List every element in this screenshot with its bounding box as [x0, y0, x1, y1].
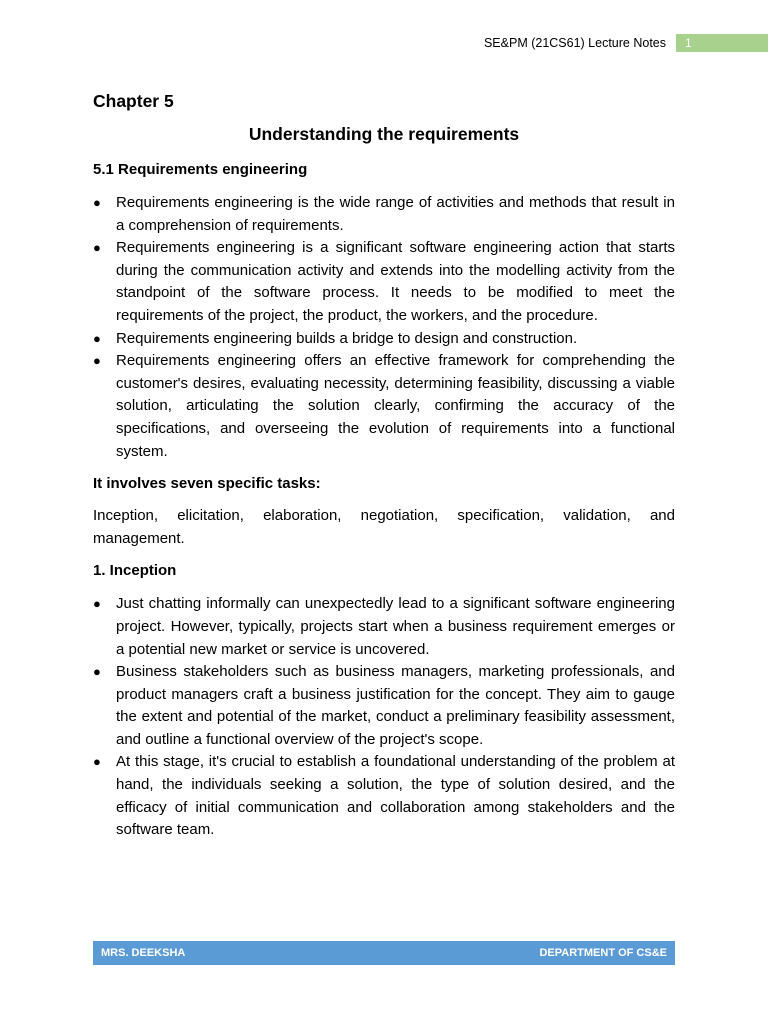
page-title: Understanding the requirements: [248, 124, 520, 144]
bullet-icon: ●: [93, 664, 101, 680]
list-item: ● Business stakeholders such as business managers, marketing professionals, and product managers craft a business justification for the concept. They aim to gauge the extent and potential of the market, conduct a preliminary feasibility assessment, and outline a functional overview of the project's scope.: [93, 663, 675, 748]
bullet-icon: ●: [93, 330, 101, 346]
page-content: [93, 84, 675, 842]
list-item: ● Just chatting informally can unexpectedly lead to a significant software engineering project. However, typically, projects start when a business requirement emerges or a potential new market or service is uncovered.: [93, 595, 675, 658]
page-footer: [93, 941, 675, 965]
footer-department: DEPARTMENT OF CS&E: [539, 947, 667, 959]
tasks-heading: It involves seven specific tasks:: [93, 475, 321, 493]
bullet-icon: ●: [93, 240, 101, 256]
bullet-icon: ●: [93, 754, 101, 770]
inception-heading: 1. Inception: [93, 562, 177, 580]
footer-author: MRS. DEEKSHA: [101, 947, 186, 959]
list-item: ● Requirements engineering is the wide range of activities and methods that result in a comprehension of requirements.: [93, 194, 675, 234]
list-item: ● Requirements engineering is a significant software engineering action that starts during the communication activity and extends into the modelling activity from the standpoint of the software process. It needs to be modified to meet the requirements of the project, the product, the workers, and the procedure.: [93, 239, 675, 324]
list-item: ● Requirements engineering builds a bridge to design and construction.: [93, 328, 675, 351]
list-item: ● At this stage, it's crucial to establish a foundational understanding of the problem at hand, the individuals seeking a solution, the type of solution desired, and the efficacy of initial communication and collaboration among stakeholders and the software team.: [93, 753, 675, 839]
requirements-bullet-list: [93, 192, 675, 463]
header-title: SE&PM (21CS61) Lecture Notes: [483, 36, 666, 50]
tasks-text: Inception, elicitation, elaboration, negotiation, specification, validation, and management.: [93, 507, 675, 547]
bullet-icon: ●: [93, 596, 101, 612]
bullet-icon: ●: [93, 353, 101, 369]
inception-bullet-list: [93, 593, 675, 842]
section-heading-5-1: 5.1 Requirements engineering: [93, 161, 308, 178]
page-number: 1: [676, 34, 768, 52]
bullet-icon: ●: [93, 195, 101, 210]
list-item: ● Requirements engineering offers an effective framework for comprehending the customer's desires, evaluating necessity, determining feasibility, discussing a viable solution, articulating the solution clearly, confirming the accuracy of the specifications, and overseeing the evolution of requirements into a functional system.: [93, 352, 675, 460]
page-header: [0, 34, 768, 52]
chapter-heading: Chapter 5: [93, 91, 174, 111]
